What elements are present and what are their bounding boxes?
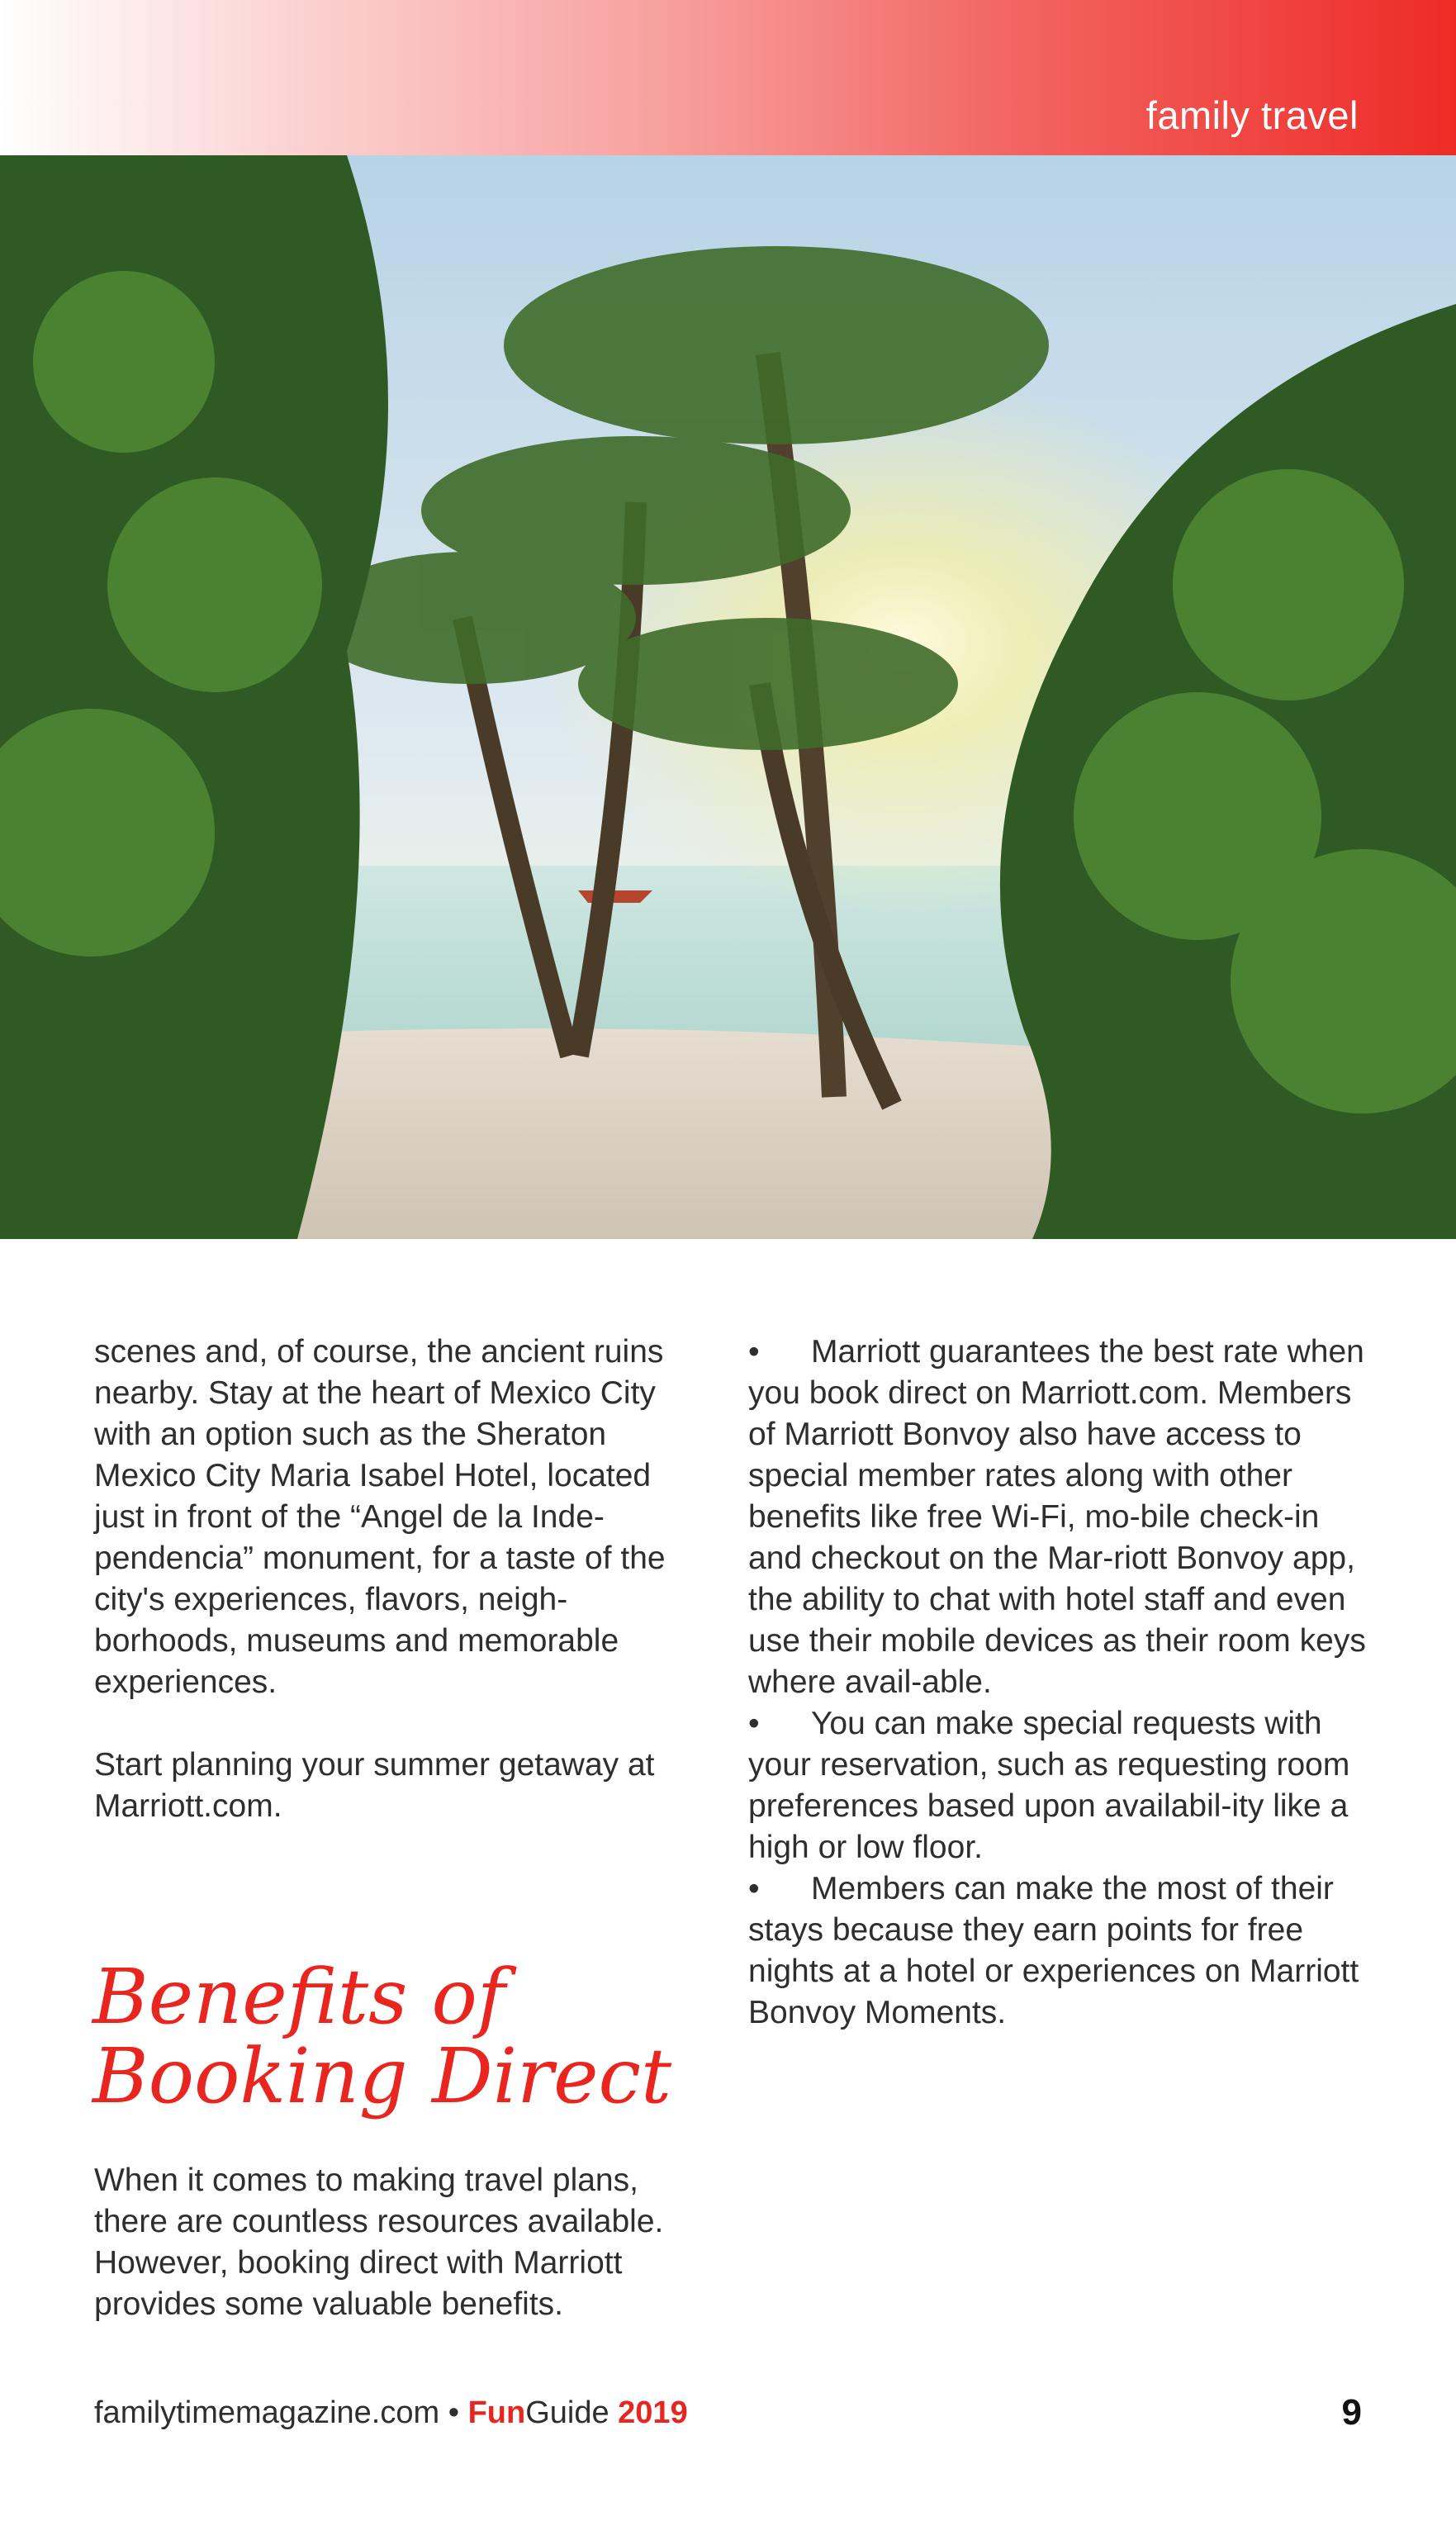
bullet-text: Marriott guarantees the best rate when you book direct on Marriott.com. Members of Marriott Bonvoy also have access to special member rates along with other benefits like free Wi-Fi, mo-bile check-in and checkout on the Mar-riott Bonvoy app, the ability to chat with hotel staff and even use their mobile devices as their room keys where avail-able. [748, 1334, 1366, 1700]
bullet-item [748, 1332, 1368, 1703]
left-column [94, 1332, 705, 1827]
heading-line: Benefits of [92, 1953, 505, 2041]
body-paragraph: When it comes to making travel plans, there are countless resources available. However, booking direct with Marriott provides some valuable benefits. [94, 2163, 664, 2322]
bullet-text: Members can make the most of their stays because they earn points for free nights at a hotel or experiences on Marriott Bonvoy Moments. [748, 1871, 1359, 2030]
heading-line: Booking Direct [92, 2032, 672, 2120]
right-column [748, 1332, 1368, 2034]
bullet-item [748, 1703, 1368, 1868]
footer-site-link[interactable]: familytimemagazine.com [94, 2395, 440, 2430]
footer-brand-fun: Fun [467, 2395, 526, 2430]
page-footer [94, 2392, 1362, 2445]
section-label: family travel [1145, 93, 1359, 137]
section-heading [92, 1953, 704, 2120]
body-paragraph: Start planning your summer getaway at Marriott.com. [94, 1747, 655, 1824]
bullet-item [748, 1868, 1368, 2034]
page-number: 9 [1341, 2392, 1362, 2433]
bullet-icon: • [748, 1871, 760, 1906]
footer-credit [94, 2395, 688, 2431]
footer-separator: • [439, 2395, 468, 2430]
hero-photo [0, 155, 1456, 1239]
bullet-icon: • [748, 1706, 760, 1741]
bullet-text: You can make special requests with your reservation, such as requesting room preferences based upon availabil-ity like a high or low floor. [748, 1706, 1350, 1865]
footer-brand-year: 2019 [609, 2395, 688, 2430]
footer-brand-guide: Guide [525, 2395, 609, 2430]
bullet-icon: • [748, 1334, 760, 1370]
beach-photo [0, 155, 1456, 1239]
body-paragraph: scenes and, of course, the ancient ruins nearby. Stay at the heart of Mexico City with an option such as the Sheraton Mexico City Maria Isabel Hotel, located just in front of the “Angel de la Inde-pendencia” monument, for a taste of the city's experiences, flavors, neigh-borhoods, museums and memorable experiences. [94, 1334, 666, 1700]
